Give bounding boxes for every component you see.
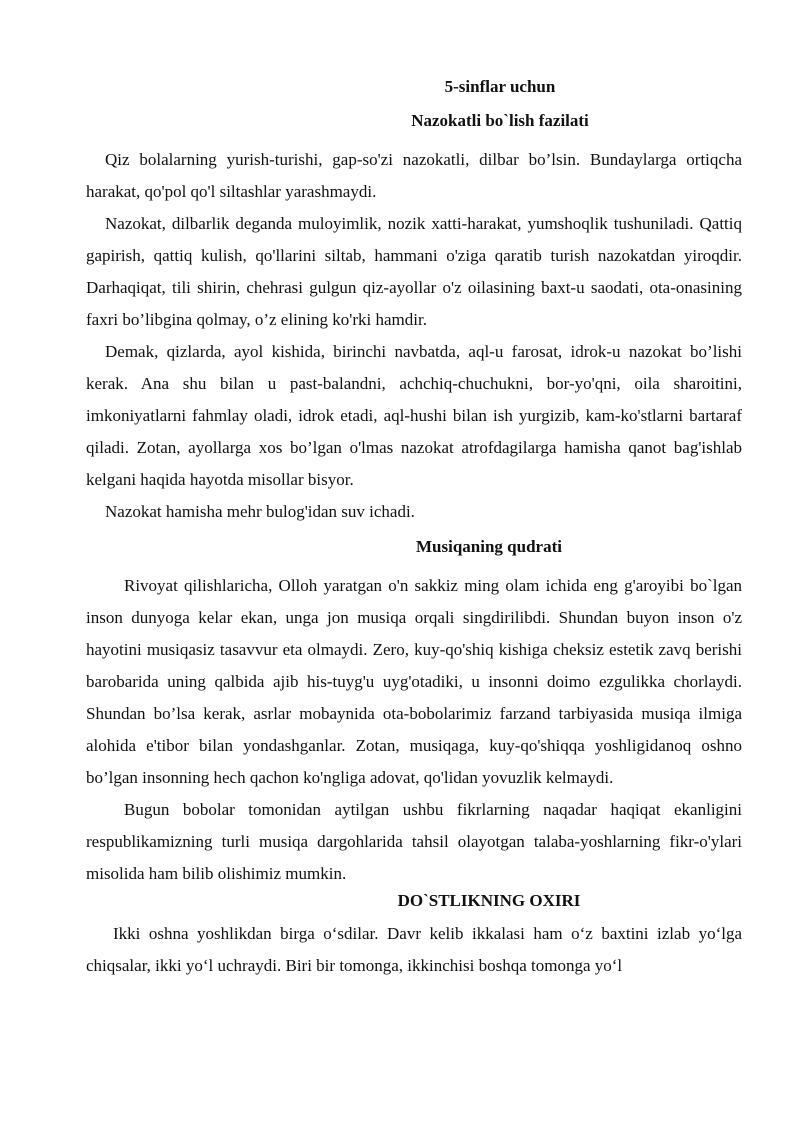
- grade-heading: 5-sinflar uchun: [444, 77, 556, 96]
- paragraph: Qiz bolalarning yurish-turishi, gap-so'zi nazokatli, dilbar bo’lsin. Bundaylarga ortiqcha harakat, qo'pol qo'l siltashlar yarashmaydi.: [86, 150, 742, 201]
- paragraph: Rivoyat qilishlaricha, Olloh yaratgan o'n sakkiz ming olam ichida eng g'aroyibi bo`lgan inson dunyoga kelar ekan, unga jon musiqa orqali singdirilibdi. Shundan buyon inson o'z hayotini musiqasiz tasavvur eta olmaydi. Zero, kuy-qo'shiq kishiga cheksiz estetik zavq berishi barobarida uning qalbida ajib his-tuyg'u uyg'otadiki, u insonni doimo ezgulikka chorlaydi. Shundan bo’lsa kerak, asrlar mobaynida ota-bobolarimiz farzand tarbiyasida musiqa ilmiga alohida e'tibor bilan yondashganlar. Zotan, musiqaga, kuy-qo'shiqqa yoshligidanoq oshno bo’lgan insonning hech qachon ko'ngliga adovat, qo'lidan yovuzlik kelmaydi.: [86, 576, 742, 787]
- section-title-nazokat: Nazokatli bo`lish fazilati: [411, 111, 589, 130]
- paragraph: Nazokat hamisha mehr bulog'idan suv ichadi.: [105, 502, 415, 521]
- section-title-musiqa: Musiqaning qudrati: [416, 537, 562, 556]
- section-title-dostlik: DO`STLIKNING OXIRI: [397, 891, 581, 910]
- document-content: [86, 76, 742, 982]
- paragraph: Bugun bobolar tomonidan aytilgan ushbu fikrlarning naqadar haqiqat ekanligini respublikamizning turli musiqa dargohlarida tahsil olayotgan talaba-yoshlarning fikr-o'ylari misolida ham bilib olishimiz mumkin.: [86, 800, 742, 883]
- paragraph: Demak, qizlarda, ayol kishida, birinchi navbatda, aql-u farosat, idrok-u nazokat bo’lishi kerak. Ana shu bilan u past-balandni, achchiq-chuchukni, bor-yo'qni, oila sharoitini, imkoniyatlarni fahmlay oladi, idrok etadi, aql-hushi bilan ish yurgizib, kam-ko'stlarni bartaraf qiladi. Zotan, ayollarga xos bo’lgan o'lmas nazokat atrofdagilarga hamisha qanot bag'ishlab kelgani haqida hayotda misollar bisyor.: [86, 342, 742, 489]
- paragraph: Nazokat, dilbarlik deganda muloyimlik, nozik xatti-harakat, yumshoqlik tushuniladi. Qattiq gapirish, qattiq kulish, qo'llarini siltab, hammani o'ziga qaratib turish nazokatdan yiroqdir. Darhaqiqat, tili shirin, chehrasi gulgun qiz-ayollar o'z oilasining baxt-u saodati, ota-onasining faxri bo’libgina qolmay, o’z elining ko'rki hamdir.: [86, 214, 742, 329]
- paragraph: Ikki oshna yoshlikdan birga o‘sdilar. Davr kelib ikkalasi ham o‘z baxtini izlab yo‘lga chiqsalar, ikki yo‘l uchraydi. Biri bir tomonga, ikkinchisi boshqa tomonga yo‘l: [86, 924, 742, 975]
